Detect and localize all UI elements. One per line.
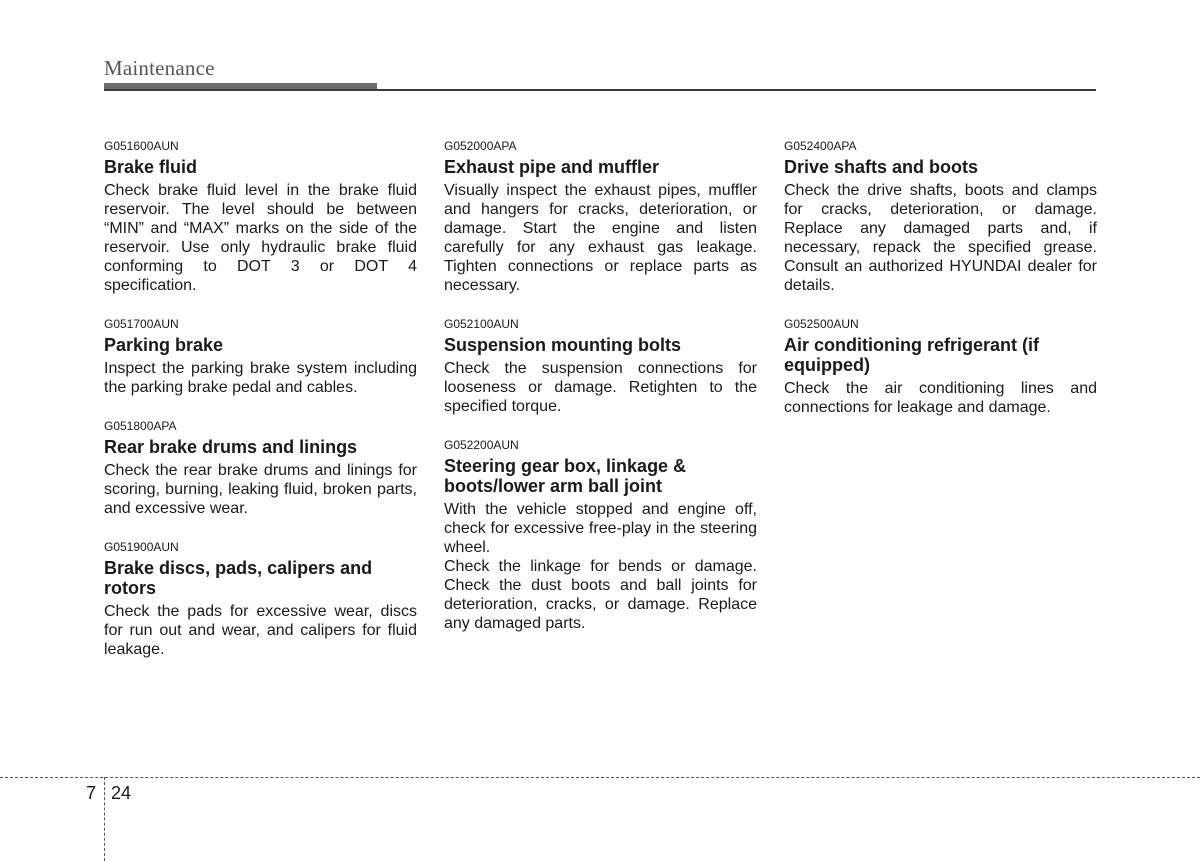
section-heading: Suspension mounting bolts — [444, 335, 681, 355]
section-code: G052000APA — [444, 139, 517, 153]
section-heading: Steering gear box, linkage & boots/lower arm ball joint — [444, 456, 687, 496]
section-body: Visually inspect the exhaust pipes, muffler and hangers for cracks, deterioration, or damage. Start the engine and listen carefully for any exhaust gas leakage. Tighten connections or replace parts as necessary. — [444, 182, 757, 294]
column-3 — [784, 139, 1097, 439]
section-brake-discs — [104, 540, 417, 659]
page-title: Maintenance — [104, 56, 215, 80]
section-heading: Parking brake — [104, 335, 224, 355]
section-code: G052400APA — [784, 139, 857, 153]
section-air-conditioning — [784, 317, 1097, 417]
column-2 — [444, 139, 757, 655]
footer-divider — [104, 777, 105, 861]
section-code: G051900AUN — [104, 540, 179, 554]
section-body: With the vehicle stopped and engine off, check for excessive free-play in the steering wheel. — [444, 501, 757, 556]
footer-rule — [0, 777, 1200, 778]
section-body: Inspect the parking brake system including the parking brake pedal and cables. — [104, 360, 417, 396]
section-exhaust-pipe — [444, 139, 757, 295]
section-body: Check brake fluid level in the brake fluid reservoir. The level should be between “MIN” and “MAX” marks on the side of the reservoir. Use only hydraulic brake fluid conforming to DOT 3 or DOT 4 specification. — [104, 182, 417, 294]
section-drive-shafts — [784, 139, 1097, 295]
section-body: Check the pads for excessive wear, discs for run out and wear, and calipers for fluid leakage. — [104, 603, 417, 658]
section-heading: Air conditioning refrigerant (if equipped) — [784, 335, 1039, 375]
section-heading: Brake fluid — [104, 157, 198, 177]
section-code: G052100AUN — [444, 317, 519, 331]
section-parking-brake — [104, 317, 417, 397]
section-suspension-bolts — [444, 317, 757, 416]
section-code: G051800APA — [104, 419, 177, 433]
section-body: Check the air conditioning lines and connections for leakage and damage. — [784, 380, 1097, 416]
section-code: G052500AUN — [784, 317, 859, 331]
section-heading: Brake discs, pads, calipers and rotors — [104, 558, 373, 598]
section-steering-gear — [444, 438, 757, 633]
section-body: Check the rear brake drums and linings for scoring, burning, leaking fluid, broken parts, and excessive wear. — [104, 462, 417, 517]
section-code: G052200AUN — [444, 438, 519, 452]
page-number: 24 — [111, 783, 132, 803]
header-rule — [104, 89, 1096, 91]
section-body: Check the linkage for bends or damage. Check the dust boots and ball joints for deterioration, cracks, or damage. Replace any damaged parts. — [444, 558, 757, 632]
section-brake-fluid — [104, 139, 417, 295]
section-body: Check the suspension connections for looseness or damage. Retighten to the specified torque. — [444, 360, 757, 415]
section-heading: Exhaust pipe and muffler — [444, 157, 660, 177]
section-rear-brake-drums — [104, 419, 417, 518]
section-body: Check the drive shafts, boots and clamps for cracks, deterioration, or damage. Replace any damaged parts and, if necessary, repack the specified grease. Consult an authorized HYUNDAI dealer for details. — [784, 182, 1097, 294]
section-code: G051700AUN — [104, 317, 179, 331]
column-1 — [104, 139, 417, 681]
section-heading: Drive shafts and boots — [784, 157, 979, 177]
chapter-number: 7 — [86, 783, 97, 803]
section-code: G051600AUN — [104, 139, 179, 153]
section-heading: Rear brake drums and linings — [104, 437, 358, 457]
